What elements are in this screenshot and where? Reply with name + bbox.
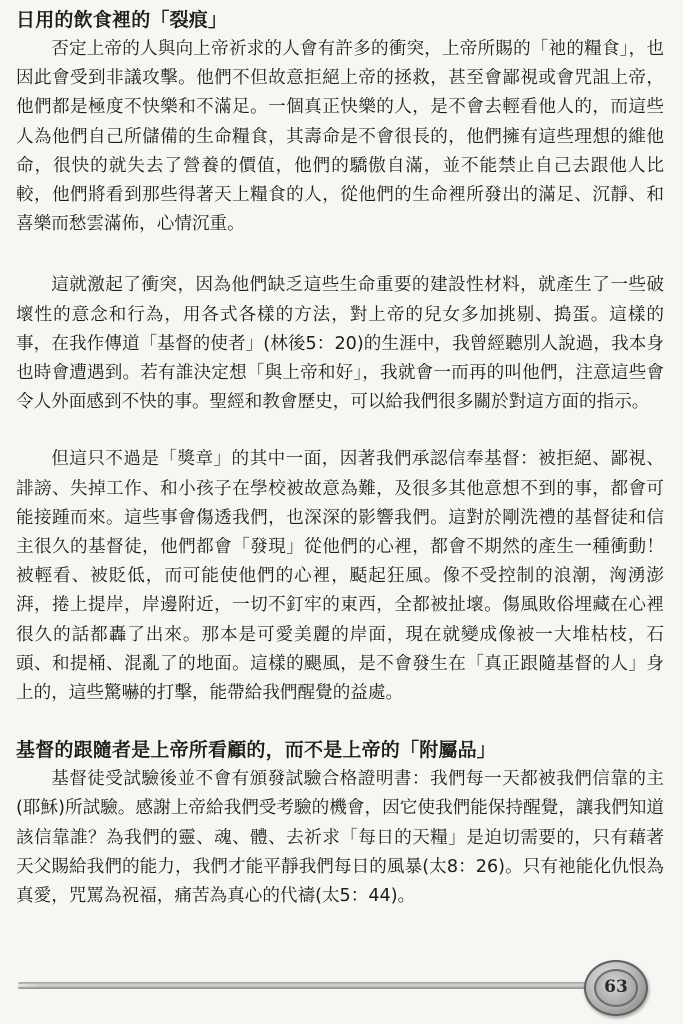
paragraph-1: 否定上帝的人與向上帝祈求的人會有許多的衝突，上帝所賜的「祂的糧食」，也因此會受到非議攻擊。他們不但故意拒絕上帝的拯救，甚至會鄙視或會咒詛上帝，他們都是極度不快樂和不滿足。一個真正快樂的人，是不會去輕看他人的，而這些人為他們自己所儲備的生命糧食，其壽命是不會很長的，他們擁有這些理想的維他命，很快的就失去了營養的價值，他們的驕傲自滿，並不能禁止自己去跟他人比較，他們將看到那些得著天上糧食的人，從他們的生命裡所發出的滿足、沉靜、和喜樂而愁雲滿佈，心情沉重。 [16,39,664,235]
page-number-badge [584,960,648,1016]
section-heading-followers: 基督的跟隨者是上帝所看顧的，而不是上帝的「附屬品」 [16,739,497,762]
footer-rule [18,982,596,989]
section-spacer [16,708,664,736]
paragraph-spacer [16,417,664,445]
page-content [16,6,664,911]
section-heading-cracks: 日用的飲食裡的「裂痕」 [16,9,228,31]
page-number: 63 [604,977,628,997]
page-footer [0,958,683,1024]
page-number-badge-inner [594,969,638,1007]
footer-rule-taper [0,984,40,987]
paragraph-2: 這就激起了衝突，因為他們缺乏這些生命重要的建設性材料，就產生了一些破壞性的意念和行為，用各式各樣的方法，對上帝的兒女多加挑剔、搗蛋。這樣的事，在我作傳道「基督的使者」(林後5：20)的生涯中，我曾經聽別人說過，我本身也時會遭遇到。若有誰決定想「與上帝和好」，我就會一而再的叫他們，注意這些會令人外面感到不快的事。聖經和教會歷史，可以給我們很多關於對這方面的指示。 [16,275,664,413]
paragraph-spacer [16,239,664,271]
paragraph-4: 基督徒受試驗後並不會有頒發試驗合格證明書：我們每一天都被我們信靠的主(耶穌)所試驗。感謝上帝給我們受考驗的機會，因它使我們能保持醒覺，讓我們知道該信靠誰？為我們的靈、魂、體、去祈求「每日的天糧」是迫切需要的，只有藉著天父賜給我們的能力，我們才能平靜我們每日的風暴(太8：26)。只有祂能化仇恨為真愛，咒罵為祝福，痛苦為真心的代禱(太5：44)。 [16,769,664,907]
paragraph-3: 但這只不過是「獎章」的其中一面，因著我們承認信奉基督：被拒絕、鄙視、誹謗、失掉工作、和小孩子在學校被故意為難，及很多其他意想不到的事，都會可能接踵而來。這些事會傷透我們，也深深的影響我們。這對於剛洗禮的基督徒和信主很久的基督徒，他們都會「發現」從他們的心裡，都會不期然的產生一種衝動！被輕看、被貶低，而可能使他們的心裡，颳起狂風。像不受控制的浪潮，洶湧澎湃，捲上提岸，岸邊附近，一切不釘牢的東西，全都被扯壞。傷風敗俗埋藏在心裡很久的話都轟了出來。那本是可愛美麗的岸面，現在就變成像被一大堆枯枝，石頭、和提桶、混亂了的地面。這樣的颶風，是不會發生在「真正跟隨基督的人」身上的，這些驚嚇的打擊，能帶給我們醒覺的益處。 [16,449,664,704]
